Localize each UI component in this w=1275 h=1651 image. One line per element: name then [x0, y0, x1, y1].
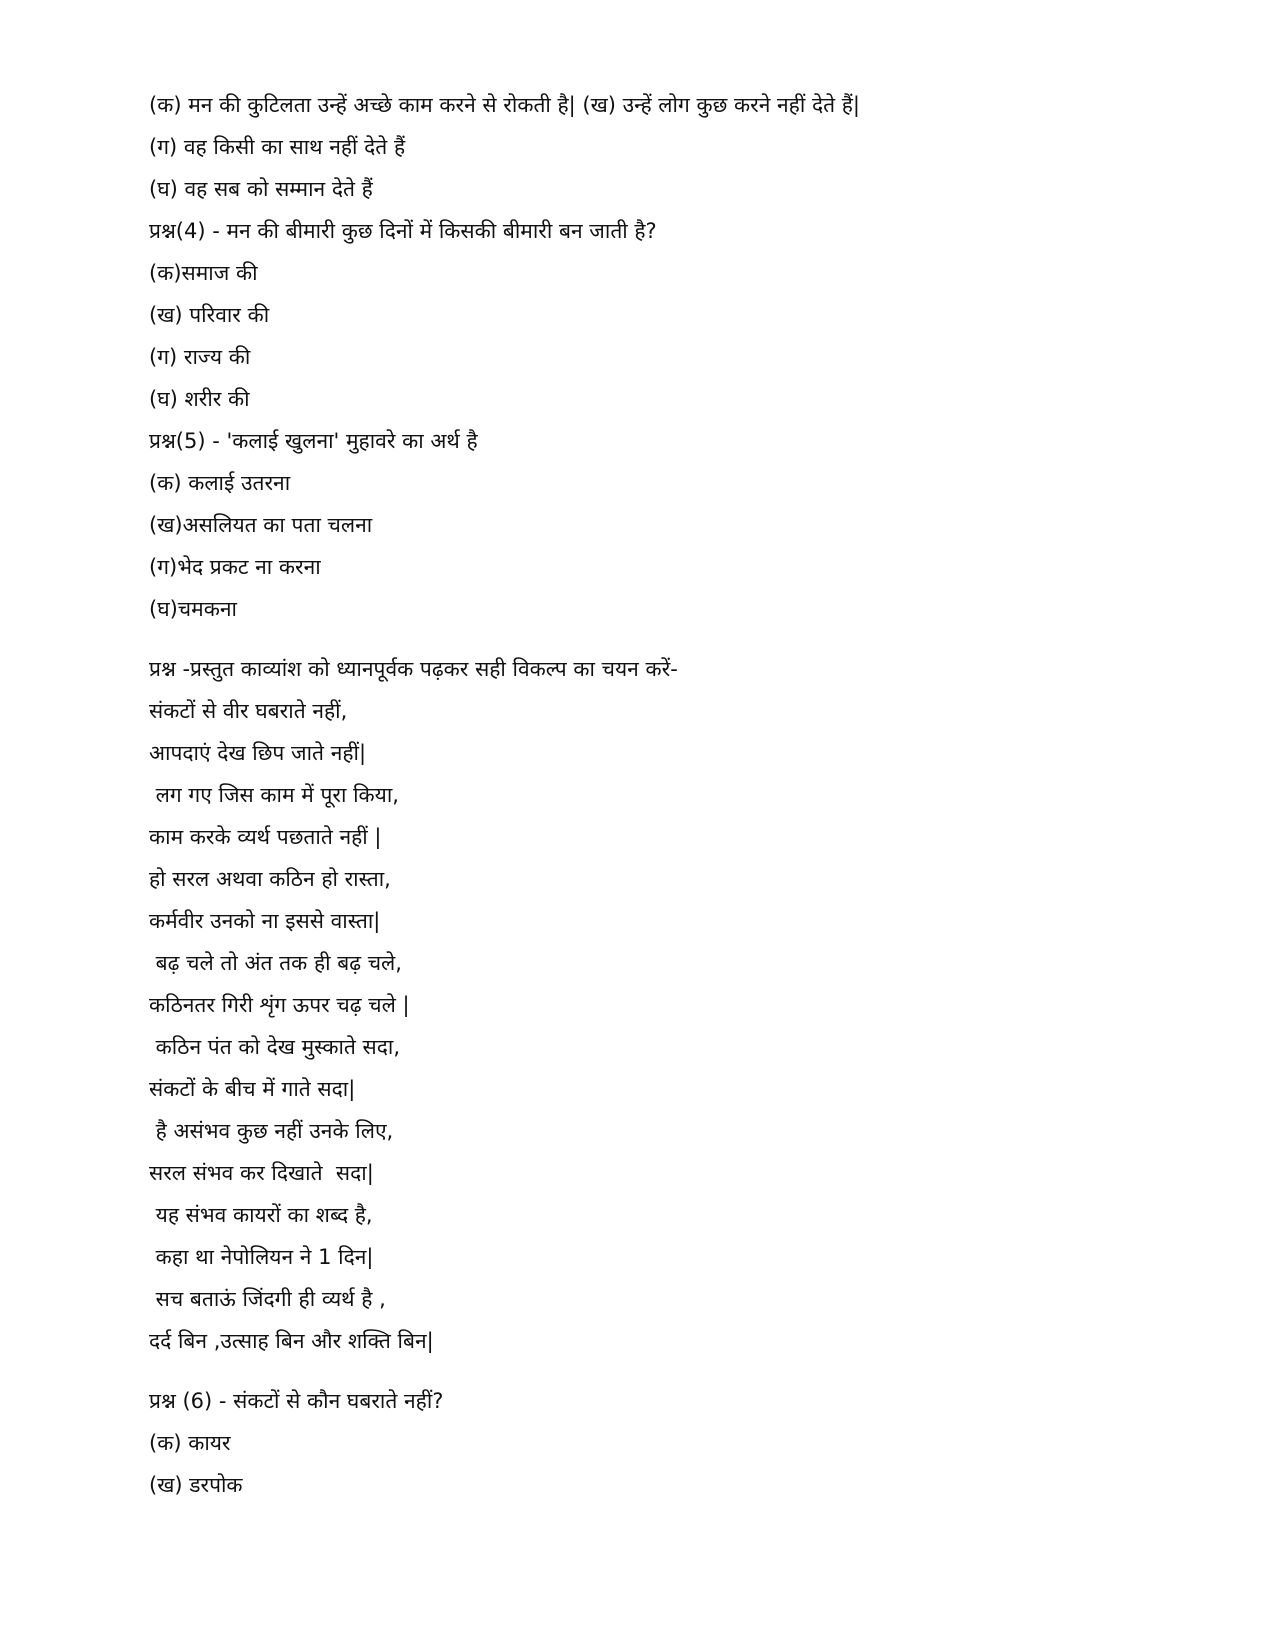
q6-option-kha: (ख) डरपोक: [149, 1473, 243, 1497]
poem-instruction: प्रश्न -प्रस्तुत काव्यांश को ध्यानपूर्वक पढ़कर सही विकल्प का चयन करें-: [149, 657, 678, 681]
poem-line: सरल संभव कर दिखाते सदा|: [149, 1161, 374, 1185]
poem-line: कर्मवीर उनको ना इससे वास्ता|: [149, 909, 381, 933]
q6-option-ka: (क) कायर: [149, 1431, 231, 1455]
poem-line: बढ़ चले तो अंत तक ही बढ़ चले,: [149, 951, 402, 975]
poem-line: कठिन पंत को देख मुस्काते सदा,: [149, 1035, 400, 1059]
q3-option-ka-kha: (क) मन की कुटिलता उन्हें अच्छे काम करने से रोकती है| (ख) उन्हें लोग कुछ करने नहीं देते हैं|: [149, 93, 860, 117]
q5-option-ka: (क) कलाई उतरना: [149, 471, 291, 495]
q5-option-gha: (घ)चमकना: [149, 597, 237, 621]
poem-line: काम करके व्यर्थ पछताते नहीं |: [149, 825, 382, 849]
poem-line: संकटों से वीर घबराते नहीं,: [149, 699, 348, 723]
poem-line: दर्द बिन ,उत्साह बिन और शक्ति बिन|: [149, 1329, 434, 1353]
document-content: [149, 84, 1149, 1506]
q5-question: प्रश्न(5) - 'कलाई खुलना' मुहावरे का अर्थ है: [149, 429, 478, 453]
poem-line: सच बताऊं जिंदगी ही व्यर्थ है ,: [149, 1287, 386, 1311]
poem-line: कठिनतर गिरी शृंग ऊपर चढ़ चले |: [149, 993, 410, 1017]
q4-question: प्रश्न(4) - मन की बीमारी कुछ दिनों में किसकी बीमारी बन जाती है?: [149, 219, 657, 243]
q4-option-gha: (घ) शरीर की: [149, 387, 250, 411]
q4-option-ga: (ग) राज्य की: [149, 345, 251, 369]
q6-question: प्रश्न (6) - संकटों से कौन घबराते नहीं?: [149, 1389, 444, 1413]
poem-line: लग गए जिस काम में पूरा किया,: [149, 783, 399, 807]
q4-option-kha: (ख) परिवार की: [149, 303, 270, 327]
poem-line: कहा था नेपोलियन ने 1 दिन|: [149, 1245, 374, 1269]
q5-option-ga: (ग)भेद प्रकट ना करना: [149, 555, 321, 579]
poem-line: संकटों के बीच में गाते सदा|: [149, 1077, 356, 1101]
poem-line: हो सरल अथवा कठिन हो रास्ता,: [149, 867, 391, 891]
poem-line: है असंभव कुछ नहीं उनके लिए,: [149, 1119, 394, 1143]
poem-line: आपदाएं देख छिप जाते नहीं|: [149, 741, 367, 765]
q3-option-ga: (ग) वह किसी का साथ नहीं देते हैं: [149, 135, 406, 159]
section-gap: [149, 1362, 1149, 1380]
poem-line: यह संभव कायरों का शब्द है,: [149, 1203, 373, 1227]
q4-option-ka: (क)समाज की: [149, 261, 258, 285]
section-gap: [149, 630, 1149, 648]
q5-option-kha: (ख)असलियत का पता चलना: [149, 513, 373, 537]
q3-option-gha: (घ) वह सब को सम्मान देते हैं: [149, 177, 373, 201]
